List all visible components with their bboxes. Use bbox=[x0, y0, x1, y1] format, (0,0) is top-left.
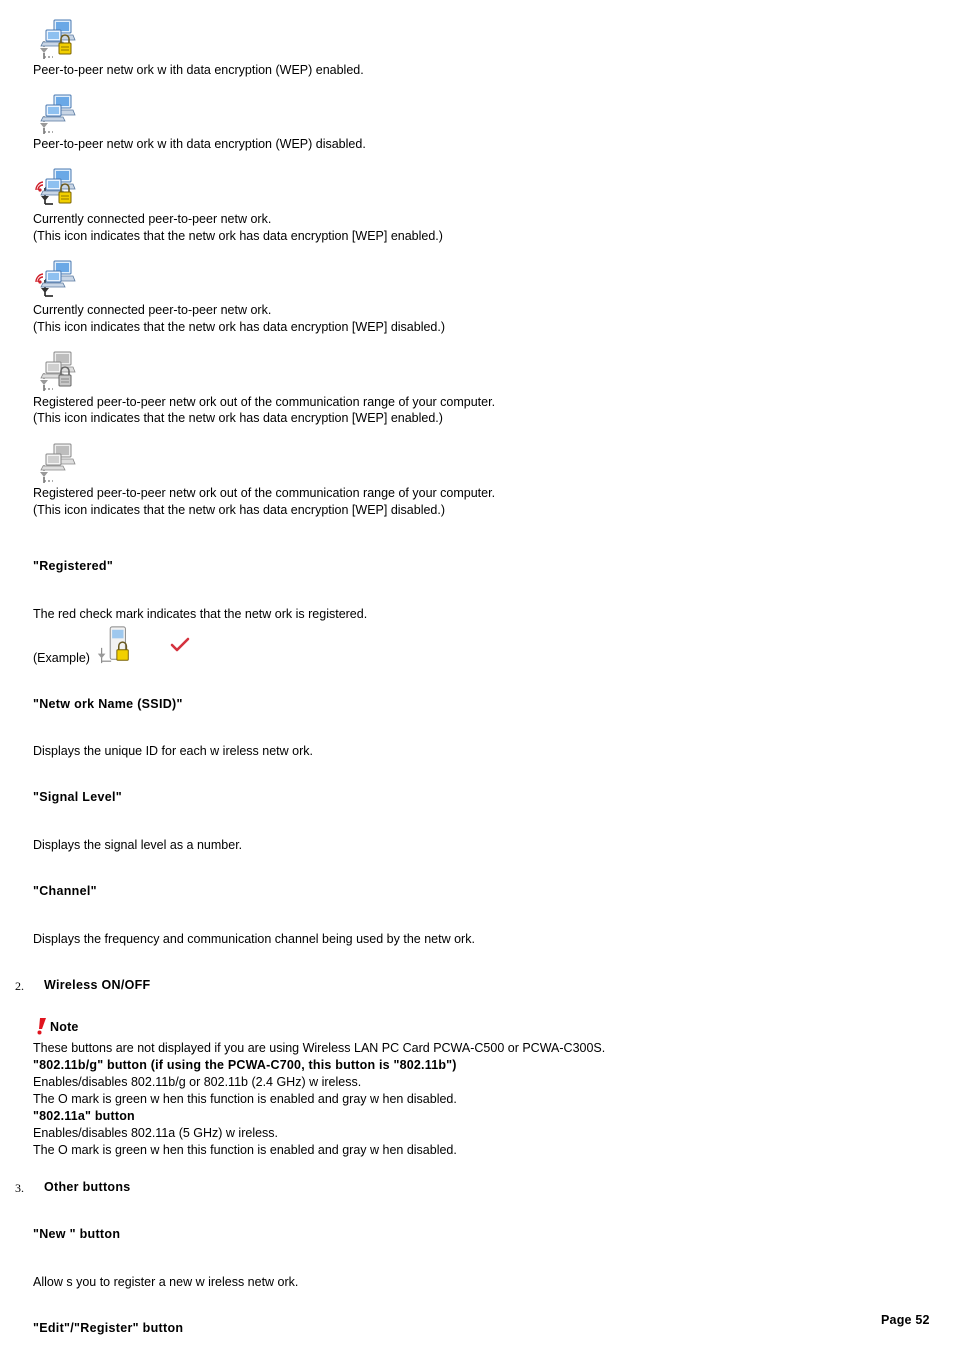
icon-description: Registered peer-to-peer netw ork out of the communication range of your computer. bbox=[33, 395, 496, 409]
section-title-wireless: Wireless ON/OFF bbox=[44, 978, 151, 992]
icon-description: Registered peer-to-peer netw ork out of the communication range of your computer. bbox=[33, 486, 496, 500]
signal-level-description: Displays the signal level as a number. bbox=[33, 838, 243, 852]
new-button-description: Allow s you to register a new w ireless netw ork. bbox=[33, 1275, 299, 1289]
edit-register-button-heading: "Edit"/"Register" button bbox=[33, 1321, 184, 1335]
bg-button-mark-description: The O mark is green w hen this function is enabled and gray w hen disabled. bbox=[33, 1092, 457, 1106]
icon-description: Currently connected peer-to-peer netw ork. bbox=[33, 212, 272, 226]
connected-peer-wep-enabled-icon bbox=[35, 168, 77, 210]
red-check-mark-icon bbox=[170, 637, 190, 653]
registered-example-network-icon bbox=[94, 624, 134, 666]
signal-level-heading: "Signal Level" bbox=[33, 790, 122, 804]
a-button-mark-description: The O mark is green w hen this function is enabled and gray w hen disabled. bbox=[33, 1143, 457, 1157]
icon-description-note: (This icon indicates that the netw ork has data encryption [WEP] disabled.) bbox=[33, 320, 446, 334]
a-button-description: Enables/disables 802.11a (5 GHz) w ireless. bbox=[33, 1126, 279, 1140]
section-number: 3. bbox=[15, 1181, 24, 1195]
icon-description: Peer-to-peer netw ork w ith data encryption (WEP) enabled. bbox=[33, 63, 364, 77]
note-text: These buttons are not displayed if you are using Wireless LAN PC Card PCWA-C500 or PCWA-C300S. bbox=[33, 1041, 606, 1055]
network-name-heading: "Netw ork Name (SSID)" bbox=[33, 697, 183, 711]
new-button-heading: "New " button bbox=[33, 1227, 121, 1241]
example-label: (Example) bbox=[33, 651, 90, 665]
a-button-title: "802.11a" button bbox=[33, 1109, 135, 1123]
registered-description: The red check mark indicates that the netw ork is registered. bbox=[33, 607, 368, 621]
peer-to-peer-wep-disabled-icon bbox=[35, 94, 77, 136]
section-number: 2. bbox=[15, 979, 24, 993]
peer-to-peer-wep-enabled-icon bbox=[35, 19, 77, 61]
connected-peer-wep-disabled-icon bbox=[35, 260, 77, 302]
registered-heading: "Registered" bbox=[33, 559, 114, 573]
bg-button-title: "802.11b/g" button (if using the PCWA-C700, this button is "802.11b") bbox=[33, 1058, 457, 1072]
channel-description: Displays the frequency and communication channel being used by the netw ork. bbox=[33, 932, 475, 946]
registered-out-of-range-wep-enabled-icon bbox=[35, 351, 77, 393]
icon-description-note: (This icon indicates that the netw ork has data encryption [WEP] enabled.) bbox=[33, 411, 443, 425]
icon-description: Currently connected peer-to-peer netw ork. bbox=[33, 303, 272, 317]
icon-description-note: (This icon indicates that the netw ork has data encryption [WEP] disabled.) bbox=[33, 503, 446, 517]
registered-out-of-range-wep-disabled-icon bbox=[35, 443, 77, 485]
page-number: Page 52 bbox=[881, 1313, 930, 1327]
section-title-other-buttons: Other buttons bbox=[44, 1180, 131, 1194]
note-exclamation-icon bbox=[34, 1017, 48, 1035]
network-name-description: Displays the unique ID for each w ireless netw ork. bbox=[33, 744, 313, 758]
channel-heading: "Channel" bbox=[33, 884, 97, 898]
icon-description-note: (This icon indicates that the netw ork has data encryption [WEP] enabled.) bbox=[33, 229, 443, 243]
icon-description: Peer-to-peer netw ork w ith data encryption (WEP) disabled. bbox=[33, 137, 366, 151]
bg-button-description: Enables/disables 802.11b/g or 802.11b (2.4 GHz) w ireless. bbox=[33, 1075, 362, 1089]
note-label: Note bbox=[50, 1020, 79, 1034]
